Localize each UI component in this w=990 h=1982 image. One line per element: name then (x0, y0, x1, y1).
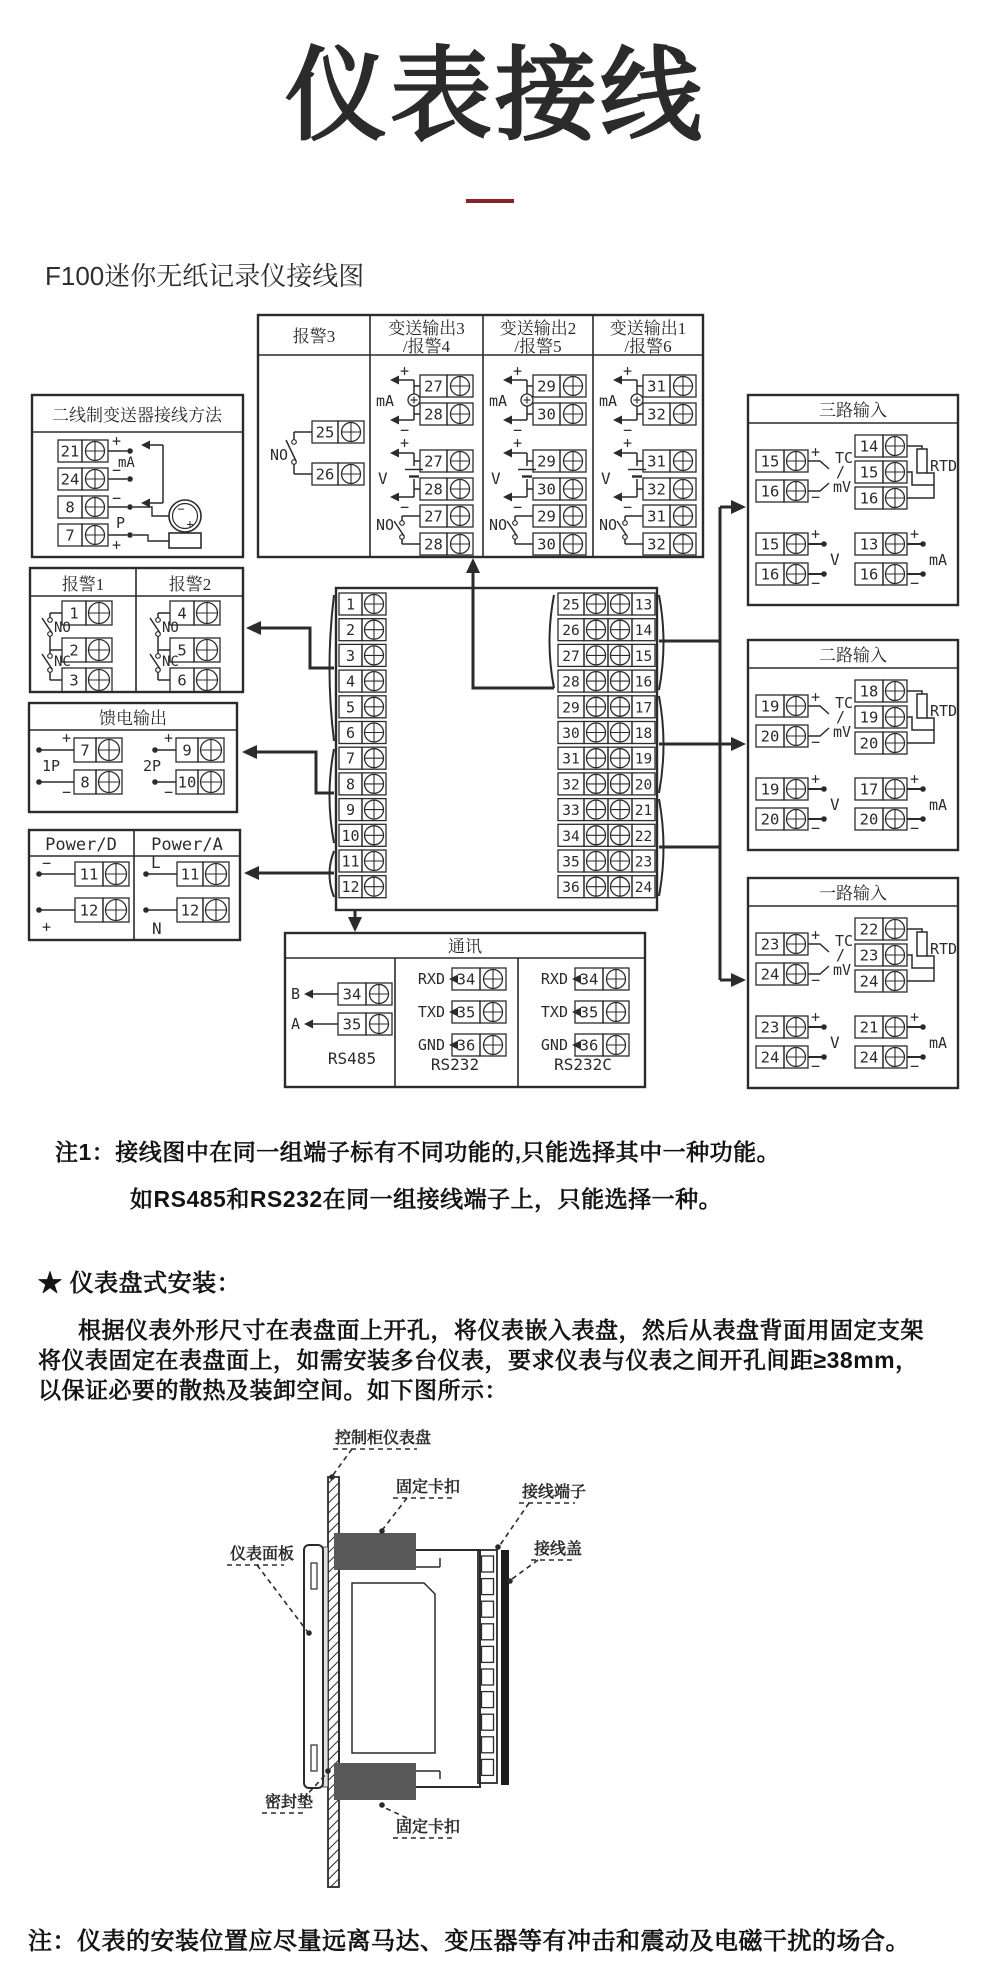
svg-text:28: 28 (424, 535, 443, 554)
svg-text:20: 20 (634, 777, 653, 794)
svg-text:−: − (513, 498, 523, 516)
svg-text:L: L (151, 853, 161, 872)
svg-text:8: 8 (80, 773, 90, 792)
svg-text:34: 34 (456, 970, 476, 989)
svg-text:1P: 1P (42, 757, 61, 775)
svg-text:V: V (830, 795, 840, 814)
svg-text:/报警5: /报警5 (514, 337, 562, 356)
svg-text:25: 25 (562, 597, 580, 614)
svg-text:V: V (378, 469, 388, 488)
svg-text:变送输出2: 变送输出2 (499, 319, 577, 338)
svg-text:29: 29 (537, 377, 556, 396)
svg-text:mA: mA (929, 551, 948, 569)
svg-text:TXD: TXD (417, 1003, 445, 1021)
svg-text:RXD: RXD (417, 970, 445, 988)
svg-text:23: 23 (859, 946, 879, 965)
svg-text:−: − (910, 1057, 920, 1075)
svg-text:3: 3 (345, 646, 356, 665)
center-terminal-block (330, 588, 664, 910)
svg-text:−: − (400, 421, 410, 439)
svg-text:+: + (811, 443, 821, 461)
alarm12-box (30, 568, 243, 692)
svg-text:15: 15 (859, 463, 879, 482)
svg-text:36: 36 (456, 1036, 476, 1055)
label-gasket: 密封垫 (265, 1794, 314, 1811)
svg-text:11: 11 (341, 852, 360, 871)
svg-text:32: 32 (647, 405, 666, 424)
svg-text:−: − (177, 502, 185, 516)
svg-text:10: 10 (177, 773, 197, 792)
svg-text:RS232: RS232 (430, 1055, 480, 1074)
svg-text:馈电输出: 馈电输出 (99, 709, 167, 728)
svg-text:6: 6 (177, 671, 187, 690)
svg-text:19: 19 (760, 780, 780, 799)
svg-text:24: 24 (859, 1048, 879, 1067)
svg-text:7: 7 (65, 526, 75, 545)
svg-text:−: − (811, 488, 821, 506)
svg-text:16: 16 (859, 565, 879, 584)
svg-text:29: 29 (562, 700, 580, 717)
svg-text:TC: TC (835, 932, 854, 950)
svg-text:GND: GND (540, 1036, 568, 1054)
svg-text:12: 12 (180, 901, 200, 920)
svg-text:变送输出1: 变送输出1 (609, 319, 687, 338)
svg-text:29: 29 (537, 507, 556, 526)
install-heading: ★ 仪表盘式安装： (38, 1270, 242, 1297)
svg-text:A: A (290, 1015, 300, 1033)
svg-text:30: 30 (537, 405, 556, 424)
svg-text:26: 26 (315, 465, 335, 484)
svg-text:14: 14 (634, 623, 653, 640)
svg-text:mA: mA (376, 392, 395, 410)
comm-box (285, 933, 645, 1087)
svg-text:6: 6 (345, 724, 356, 742)
svg-text:+: + (112, 536, 122, 554)
svg-text:14: 14 (859, 437, 879, 456)
svg-text:V: V (491, 469, 501, 488)
svg-text:18: 18 (634, 726, 653, 742)
svg-text:+: + (112, 432, 122, 450)
svg-text:24: 24 (60, 470, 80, 489)
svg-text:V: V (601, 469, 611, 488)
svg-text:通讯: 通讯 (448, 937, 482, 956)
svg-text:P: P (116, 514, 126, 532)
svg-text:8: 8 (65, 498, 75, 517)
svg-text:15: 15 (760, 452, 780, 471)
title-accent-rule (466, 199, 514, 203)
svg-text:9: 9 (182, 741, 192, 760)
svg-text:RTD: RTD (930, 702, 958, 720)
svg-text:二线制变送器接线方法: 二线制变送器接线方法 (52, 406, 222, 425)
svg-text:35: 35 (562, 854, 580, 871)
svg-text:5: 5 (345, 698, 356, 717)
svg-text:19: 19 (634, 751, 653, 768)
svg-text:mA: mA (118, 455, 135, 471)
svg-text:19: 19 (760, 697, 780, 716)
svg-text:13: 13 (634, 597, 653, 614)
svg-text:17: 17 (634, 700, 653, 717)
svg-text:/: / (836, 463, 846, 481)
svg-text:28: 28 (424, 480, 443, 499)
svg-text:NO: NO (376, 516, 395, 534)
svg-text:−: − (811, 1057, 821, 1075)
svg-text:32: 32 (647, 480, 666, 499)
svg-text:16: 16 (760, 565, 780, 584)
power-box (29, 830, 240, 940)
svg-text:+: + (811, 1008, 821, 1026)
output-alarm-table (258, 315, 703, 557)
label-panel: 控制柜仪表盘 (335, 1430, 432, 1447)
svg-text:+: + (513, 362, 523, 380)
wiring-diagram (0, 300, 990, 1110)
svg-text:34: 34 (342, 985, 362, 1004)
svg-text:+: + (164, 729, 174, 747)
page-title: 仪表接线 (285, 39, 705, 153)
svg-text:−: − (42, 854, 52, 872)
svg-text:三路输入: 三路输入 (819, 401, 887, 420)
svg-text:2: 2 (69, 641, 79, 660)
svg-text:二路输入: 二路输入 (819, 646, 887, 665)
input-box-two-channel (748, 640, 958, 850)
svg-text:31: 31 (647, 377, 666, 396)
input-box-three-channel (748, 395, 958, 605)
feed-output-box (29, 703, 237, 812)
svg-text:变送输出3: 变送输出3 (388, 319, 465, 338)
svg-text:2: 2 (345, 621, 356, 640)
svg-text:NO: NO (489, 516, 508, 534)
svg-text:RS232C: RS232C (554, 1055, 612, 1074)
svg-text:23: 23 (760, 935, 780, 954)
svg-text:16: 16 (634, 674, 653, 691)
svg-text:36: 36 (579, 1036, 599, 1055)
svg-text:RTD: RTD (930, 457, 958, 475)
svg-text:−: − (112, 461, 122, 479)
svg-text:21: 21 (60, 442, 80, 461)
svg-text:+: + (910, 1008, 920, 1026)
svg-text:8: 8 (345, 775, 356, 794)
svg-text:+: + (186, 517, 194, 531)
diagram-caption: F100迷你无纸记录仪接线图 (45, 261, 365, 291)
svg-text:31: 31 (647, 452, 666, 471)
svg-text:24: 24 (634, 880, 653, 897)
input-box-one-channel (748, 878, 958, 1088)
svg-text:34: 34 (562, 828, 580, 845)
svg-text:19: 19 (859, 708, 879, 727)
svg-text:1: 1 (69, 604, 79, 623)
svg-text:−: − (623, 498, 633, 516)
svg-text:+: + (62, 729, 72, 747)
svg-text:28: 28 (424, 405, 443, 424)
svg-text:一路输入: 一路输入 (819, 884, 887, 903)
svg-text:28: 28 (562, 674, 580, 691)
svg-text:RTD: RTD (930, 940, 958, 958)
panel-install-diagram (0, 1415, 990, 1920)
transmitter-wiring-box (32, 395, 243, 557)
label-clip-top: 固定卡扣 (396, 1479, 461, 1496)
svg-text:−: − (811, 819, 821, 837)
svg-text:23: 23 (760, 1018, 780, 1037)
svg-text:24: 24 (760, 1048, 780, 1067)
svg-text:24: 24 (859, 972, 879, 991)
label-terminal: 接线端子 (522, 1484, 587, 1501)
svg-text:mA: mA (929, 796, 948, 814)
svg-text:20: 20 (859, 810, 879, 829)
svg-text:−: − (400, 498, 410, 516)
svg-text:NC: NC (54, 654, 71, 670)
svg-text:18: 18 (859, 682, 879, 701)
svg-text:15: 15 (634, 648, 653, 665)
svg-text:mV: mV (833, 478, 852, 496)
svg-text:TC: TC (835, 694, 854, 712)
svg-text:16: 16 (859, 489, 879, 508)
label-cover: 接线盖 (534, 1541, 583, 1558)
svg-text:−: − (164, 783, 174, 801)
svg-text:TC: TC (835, 449, 854, 467)
svg-text:5: 5 (177, 641, 187, 660)
svg-text:4: 4 (345, 672, 356, 691)
svg-text:V: V (830, 550, 840, 569)
svg-text:−: − (811, 971, 821, 989)
svg-text:9: 9 (345, 801, 356, 820)
svg-text:NC: NC (162, 654, 179, 670)
svg-text:−: − (62, 783, 72, 801)
svg-text:31: 31 (647, 507, 666, 526)
svg-text:3: 3 (69, 671, 79, 690)
svg-text:32: 32 (647, 535, 666, 554)
svg-text:7: 7 (80, 741, 90, 760)
svg-text:mA: mA (489, 392, 508, 410)
svg-text:−: − (811, 574, 821, 592)
svg-text:23: 23 (634, 854, 653, 871)
svg-text:mA: mA (599, 392, 618, 410)
svg-text:11: 11 (79, 865, 99, 884)
svg-text:24: 24 (760, 965, 780, 984)
svg-text:2P: 2P (143, 757, 162, 775)
svg-text:21: 21 (859, 1018, 879, 1037)
svg-text:20: 20 (760, 810, 780, 829)
svg-text:29: 29 (537, 452, 556, 471)
svg-text:mA: mA (929, 1034, 948, 1052)
svg-text:−: − (811, 733, 821, 751)
svg-text:35: 35 (342, 1015, 362, 1034)
svg-text:22: 22 (859, 920, 879, 939)
svg-text:−: − (910, 819, 920, 837)
svg-text:7: 7 (345, 749, 356, 768)
connection-arrows (242, 500, 746, 987)
svg-text:35: 35 (579, 1003, 599, 1022)
install-para-line2: 将仪表固定在表盘面上，如需安装多台仪表，要求仪表与仪表之间开孔间距≥38mm， (38, 1347, 919, 1373)
svg-text:30: 30 (537, 480, 556, 499)
svg-text:/: / (836, 946, 846, 964)
svg-text:+: + (400, 362, 410, 380)
svg-text:B: B (290, 985, 300, 1003)
svg-text:35: 35 (456, 1003, 476, 1022)
svg-text:V: V (830, 1033, 840, 1052)
label-clip-bottom: 固定卡扣 (396, 1819, 461, 1836)
svg-text:NO: NO (54, 620, 71, 636)
svg-text:31: 31 (562, 751, 580, 768)
svg-text:N: N (152, 919, 162, 938)
svg-text:−: − (623, 421, 633, 439)
svg-text:+: + (42, 918, 52, 936)
svg-text:报警3: 报警3 (292, 327, 336, 346)
svg-text:RXD: RXD (540, 970, 568, 988)
svg-text:NO: NO (162, 620, 179, 636)
svg-text:−: − (513, 421, 523, 439)
svg-text:+: + (811, 770, 821, 788)
svg-text:17: 17 (859, 780, 879, 799)
svg-text:34: 34 (579, 970, 599, 989)
svg-text:10: 10 (341, 826, 360, 845)
svg-text:+: + (811, 525, 821, 543)
svg-text:−: − (112, 489, 122, 507)
svg-text:33: 33 (562, 803, 580, 820)
install-para-line3: 以保证必要的散热及装卸空间。如下图所示： (38, 1377, 508, 1403)
svg-text:1: 1 (345, 595, 356, 614)
svg-text:−: − (910, 574, 920, 592)
svg-text:11: 11 (180, 865, 200, 884)
bottom-note: 注：仪表的安装位置应尽量远离马达、变压器等有冲击和震动及电磁干扰的场合。 (28, 1928, 910, 1955)
svg-text:Power/A: Power/A (151, 835, 223, 855)
svg-text:/: / (836, 708, 846, 726)
svg-text:/报警4: /报警4 (402, 337, 451, 356)
svg-text:4: 4 (177, 604, 187, 623)
svg-text:GND: GND (417, 1036, 445, 1054)
svg-text:+: + (400, 434, 410, 452)
svg-text:27: 27 (424, 377, 443, 396)
svg-text:+: + (910, 770, 920, 788)
svg-text:27: 27 (562, 648, 580, 665)
svg-text:27: 27 (424, 507, 443, 526)
svg-text:+: + (910, 525, 920, 543)
label-front-panel: 仪表面板 (230, 1546, 295, 1563)
svg-text:25: 25 (315, 423, 335, 442)
install-para-line1: 根据仪表外形尺寸在表盘面上开孔，将仪表嵌入表盘，然后从表盘背面用固定支架 (78, 1317, 924, 1343)
svg-text:+: + (623, 362, 633, 380)
svg-text:13: 13 (859, 535, 879, 554)
svg-text:TXD: TXD (540, 1003, 568, 1021)
svg-text:22: 22 (634, 828, 653, 845)
svg-text:30: 30 (537, 535, 556, 554)
svg-text:RS485: RS485 (327, 1049, 377, 1068)
svg-text:Power/D: Power/D (45, 835, 117, 855)
svg-text:/报警6: /报警6 (624, 337, 672, 356)
note1-line1: 注1：接线图中在同一组端子标有不同功能的,只能选择其中一种功能。 (55, 1139, 781, 1165)
svg-text:26: 26 (562, 623, 580, 640)
svg-text:16: 16 (760, 482, 780, 501)
svg-text:12: 12 (341, 878, 360, 897)
svg-text:NO: NO (599, 516, 618, 534)
svg-text:mV: mV (833, 961, 852, 979)
svg-text:+: + (811, 926, 821, 944)
svg-text:27: 27 (424, 452, 443, 471)
svg-text:+: + (513, 434, 523, 452)
svg-text:mV: mV (833, 723, 852, 741)
svg-text:+: + (811, 688, 821, 706)
svg-text:20: 20 (760, 727, 780, 746)
svg-text:32: 32 (562, 777, 580, 794)
note1-line2: 如RS485和RS232在同一组接线端子上，只能选择一种。 (130, 1186, 723, 1212)
svg-text:NO: NO (269, 446, 288, 464)
svg-text:+: + (623, 434, 633, 452)
svg-text:36: 36 (562, 880, 580, 897)
svg-text:30: 30 (562, 726, 580, 742)
svg-text:报警2: 报警2 (168, 575, 212, 594)
svg-text:21: 21 (634, 803, 653, 820)
svg-text:12: 12 (79, 901, 99, 920)
install-drawing (227, 1428, 586, 1887)
svg-text:20: 20 (859, 734, 879, 753)
svg-text:报警1: 报警1 (61, 575, 105, 594)
svg-text:15: 15 (760, 535, 780, 554)
